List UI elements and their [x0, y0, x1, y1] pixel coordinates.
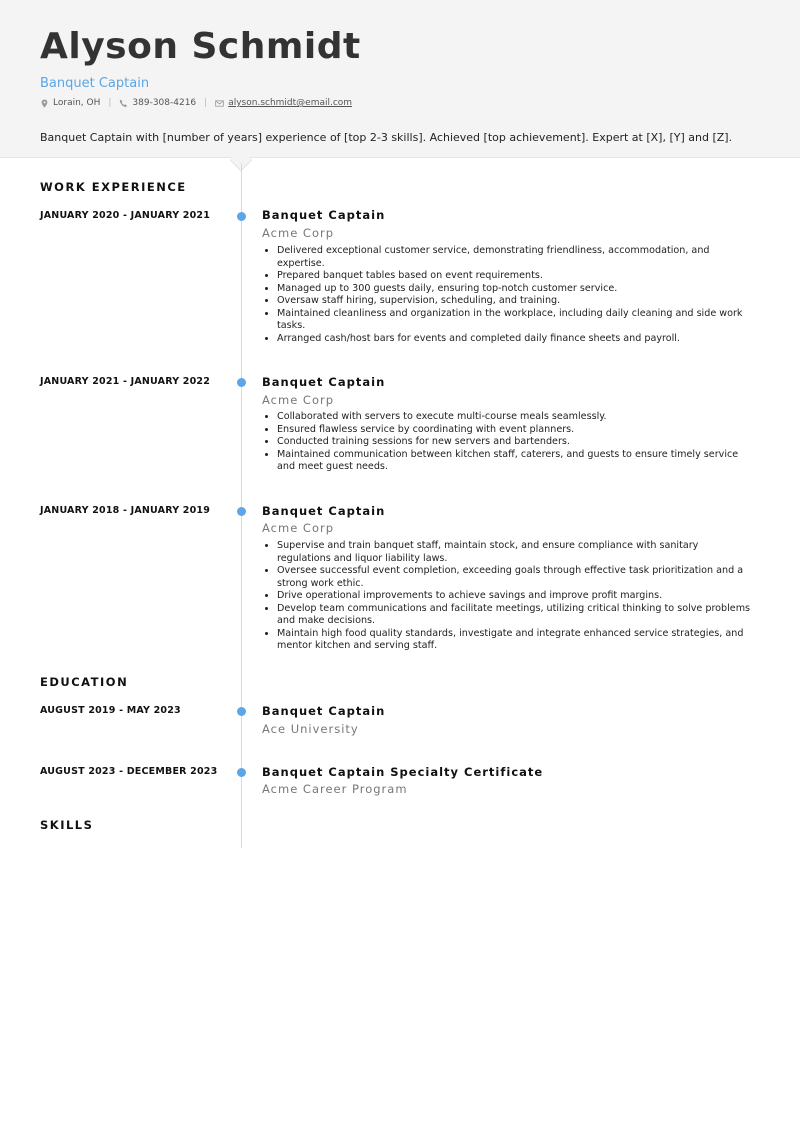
timeline-dot: [237, 768, 246, 777]
work-role: Banquet Captain: [262, 504, 386, 518]
work-date: JANUARY 2021 - JANUARY 2022: [40, 376, 211, 387]
job-title: Banquet Captain: [40, 76, 150, 91]
candidate-name: Alyson Schmidt: [40, 26, 361, 67]
bullet-item: • Managed up to 300 guests daily, ensuring top-notch customer service.: [277, 283, 752, 296]
summary-text: Banquet Captain with [number of years] experience of [top 2-3 skills]. Achieved [top achievement]. Expert at [X], [Y] and [Z].: [40, 131, 733, 144]
bullet-item: • Drive operational improvements to achieve savings and improve profit margins.: [277, 590, 752, 603]
bullet-item: • Oversee successful event completion, exceeding goals through effective task prioritization and a strong work ethic.: [277, 565, 752, 590]
section-title-skills: SKILLS: [40, 818, 94, 832]
contact-separator: |: [108, 98, 112, 108]
bullet-item: • Maintain high food quality standards, investigate and integrate enhanced service strategies, and mentor kitchen and serving staff.: [277, 628, 752, 653]
timeline-dot: [237, 507, 246, 516]
bullet-item: • Delivered exceptional customer service, demonstrating friendliness, accommodation, and expertise.: [277, 245, 752, 270]
timeline-dot: [237, 707, 246, 716]
work-bullets: [277, 411, 752, 474]
education-date: AUGUST 2023 - DECEMBER 2023: [40, 766, 218, 777]
work-date: JANUARY 2018 - JANUARY 2019: [40, 505, 211, 516]
work-org: Acme Corp: [262, 393, 335, 407]
bullet-item: • Collaborated with servers to execute multi-course meals seamlessly.: [277, 411, 752, 424]
timeline-line: [241, 163, 242, 848]
email-link[interactable]: alyson.schmidt@email.com: [228, 98, 353, 108]
education-institution: Ace University: [262, 722, 359, 736]
bullet-item: • Ensured flawless service by coordinating with event planners.: [277, 424, 752, 437]
work-org: Acme Corp: [262, 226, 335, 240]
location-text: Lorain, OH: [53, 98, 101, 108]
work-bullets: [277, 245, 752, 345]
bullet-item: • Prepared banquet tables based on event requirements.: [277, 270, 752, 283]
education-degree: Banquet Captain: [262, 704, 386, 718]
contact-separator: |: [204, 98, 208, 108]
timeline-dot: [237, 212, 246, 221]
phone-icon: [119, 99, 128, 108]
section-title-work: WORK EXPERIENCE: [40, 180, 187, 194]
bullet-item: • Supervise and train banquet staff, maintain stock, and ensure compliance with sanitary regulations and liquor liability laws.: [277, 540, 752, 565]
work-role: Banquet Captain: [262, 208, 386, 222]
work-date: JANUARY 2020 - JANUARY 2021: [40, 210, 211, 221]
work-role: Banquet Captain: [262, 375, 386, 389]
education-date: AUGUST 2019 - MAY 2023: [40, 705, 181, 716]
envelope-icon: [215, 99, 224, 108]
work-org: Acme Corp: [262, 521, 335, 535]
bullet-item: • Oversaw staff hiring, supervision, scheduling, and training.: [277, 295, 752, 308]
contact-row: [40, 96, 352, 110]
contact-email: [215, 98, 352, 108]
contact-location: [40, 98, 100, 108]
education-institution: Acme Career Program: [262, 782, 408, 796]
bullet-item: • Arranged cash/host bars for events and completed daily finance sheets and payroll.: [277, 333, 752, 346]
contact-phone: [119, 98, 196, 108]
bullet-item: • Conducted training sessions for new servers and bartenders.: [277, 436, 752, 449]
bullet-item: • Maintained cleanliness and organization in the workplace, including daily cleaning and side work tasks.: [277, 308, 752, 333]
bullet-item: • Maintained communication between kitchen staff, caterers, and guests to ensure timely service and meet guest needs.: [277, 449, 752, 474]
map-pin-icon: [40, 99, 49, 108]
education-degree: Banquet Captain Specialty Certificate: [262, 765, 544, 779]
section-title-education: EDUCATION: [40, 675, 129, 689]
timeline-dot: [237, 378, 246, 387]
bullet-item: • Develop team communications and facilitate meetings, utilizing critical thinking to solve problems and make decisions.: [277, 603, 752, 628]
phone-text: 389-308-4216: [132, 98, 197, 108]
work-bullets: [277, 540, 752, 653]
